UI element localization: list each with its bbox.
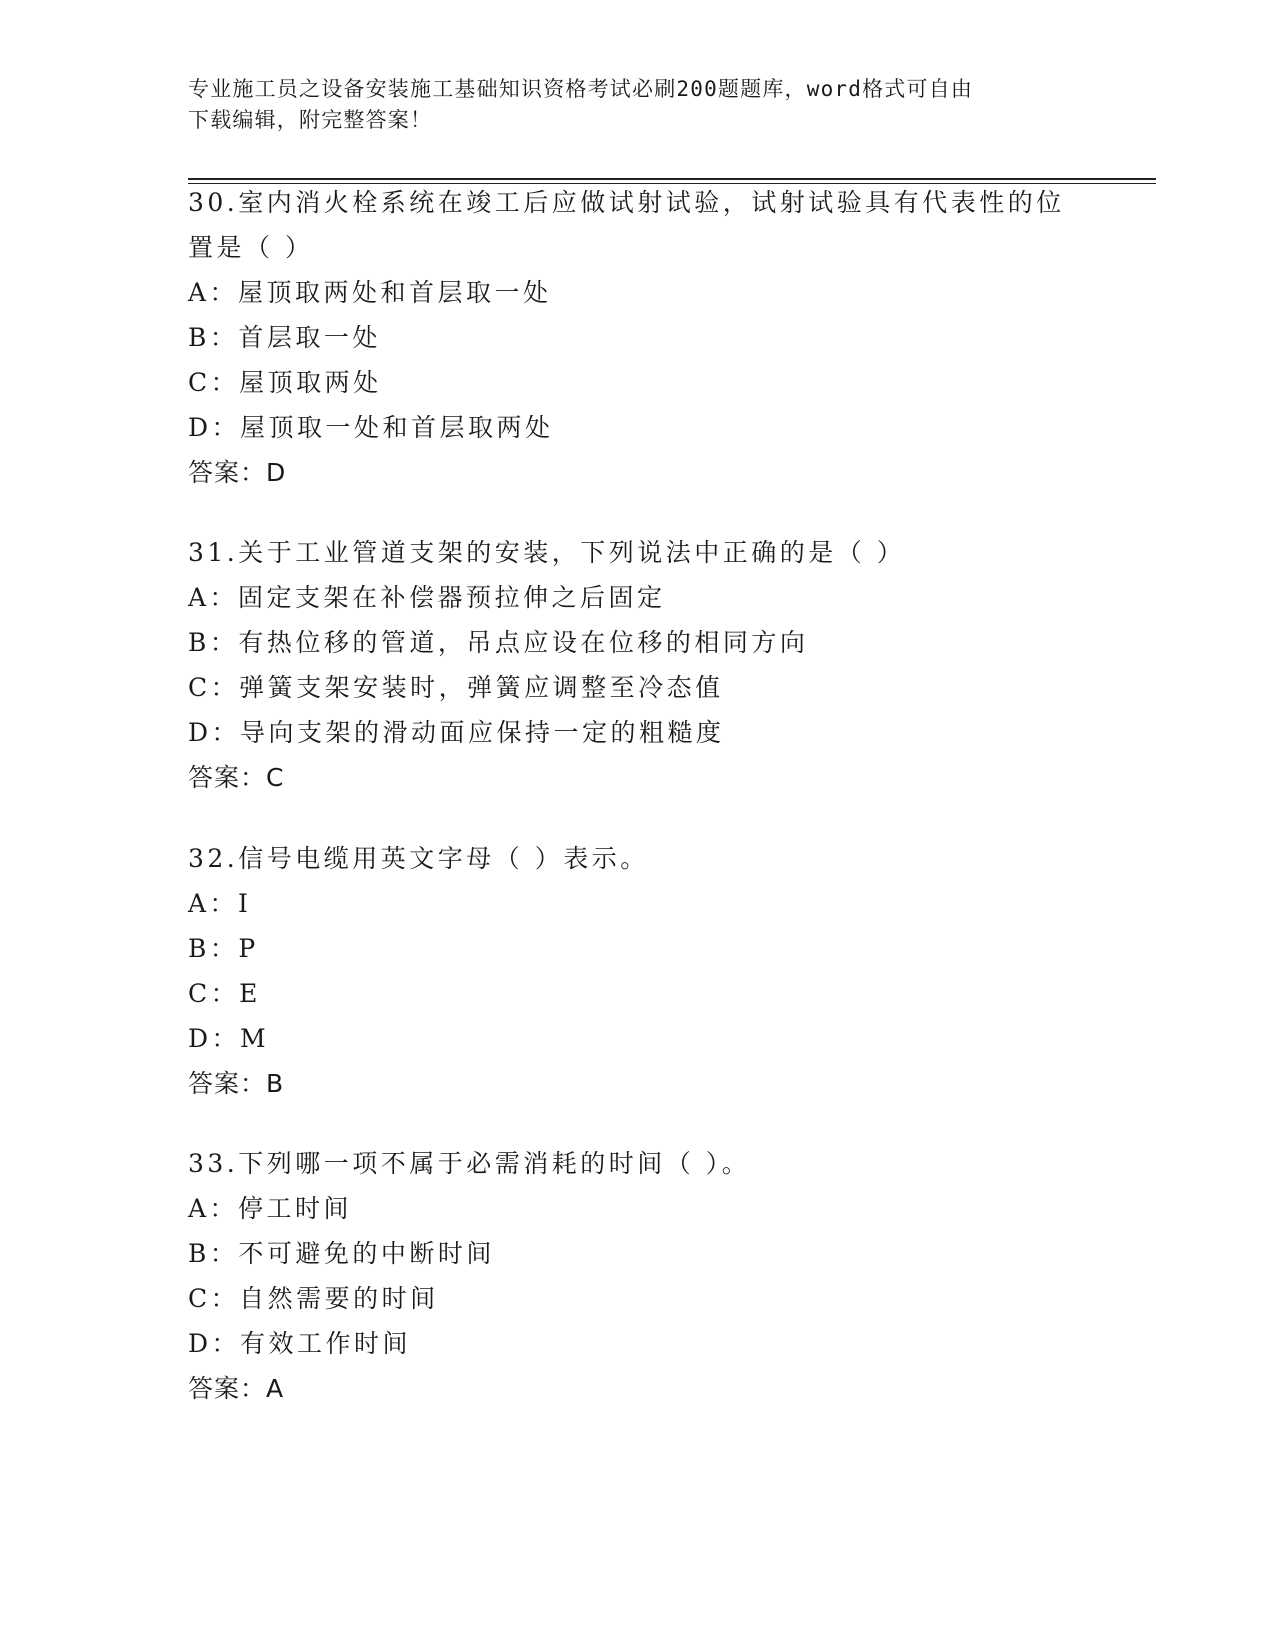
document-page: [188, 0, 1158, 1650]
question-32: [188, 836, 1088, 1106]
option-c: C：自然需要的时间: [188, 1284, 439, 1313]
header-line-1: 专业施工员之设备安装施工基础知识资格考试必刷200题题库，word格式可自由: [188, 77, 974, 101]
option-d: D：有效工作时间: [188, 1329, 412, 1358]
document-header: [188, 74, 1088, 136]
header-line-2: 下载编辑，附完整答案！: [188, 108, 433, 132]
option-a: A：固定支架在补偿器预拉伸之后固定: [188, 583, 666, 612]
option-c: C：弹簧支架安装时，弹簧应调整至冷态值: [188, 673, 724, 702]
option-d: D：M: [188, 1024, 270, 1053]
answer: 答案：B: [188, 1069, 285, 1098]
answer: 答案：D: [188, 458, 287, 487]
option-b: B：不可避免的中断时间: [188, 1239, 495, 1268]
option-c: C：E: [188, 979, 261, 1008]
option-d: D：导向支架的滑动面应保持一定的粗糙度: [188, 718, 725, 747]
question-stem-continued: 置是（ ）: [188, 233, 314, 262]
question-stem: 32.信号电缆用英文字母（ ）表示。: [188, 844, 649, 873]
option-b: B：P: [188, 934, 259, 963]
option-a: A：停工时间: [188, 1194, 353, 1223]
question-stem: 30.室内消火栓系统在竣工后应做试射试验，试射试验具有代表性的位: [188, 188, 1065, 217]
option-d: D：屋顶取一处和首层取两处: [188, 413, 554, 442]
question-30: [188, 180, 1088, 495]
question-stem: 33.下列哪一项不属于必需消耗的时间（ ）。: [188, 1149, 751, 1178]
question-33: [188, 1141, 1088, 1411]
answer: 答案：A: [188, 1374, 285, 1403]
option-a: A：屋顶取两处和首层取一处: [188, 278, 552, 307]
question-stem: 31.关于工业管道支架的安装，下列说法中正确的是（ ）: [188, 538, 906, 567]
option-b: B：首层取一处: [188, 323, 381, 352]
answer: 答案：C: [188, 763, 285, 792]
option-b: B：有热位移的管道，吊点应设在位移的相同方向: [188, 628, 809, 657]
question-31: [188, 530, 1088, 800]
option-c: C：屋顶取两处: [188, 368, 382, 397]
option-a: A：I: [188, 889, 252, 918]
